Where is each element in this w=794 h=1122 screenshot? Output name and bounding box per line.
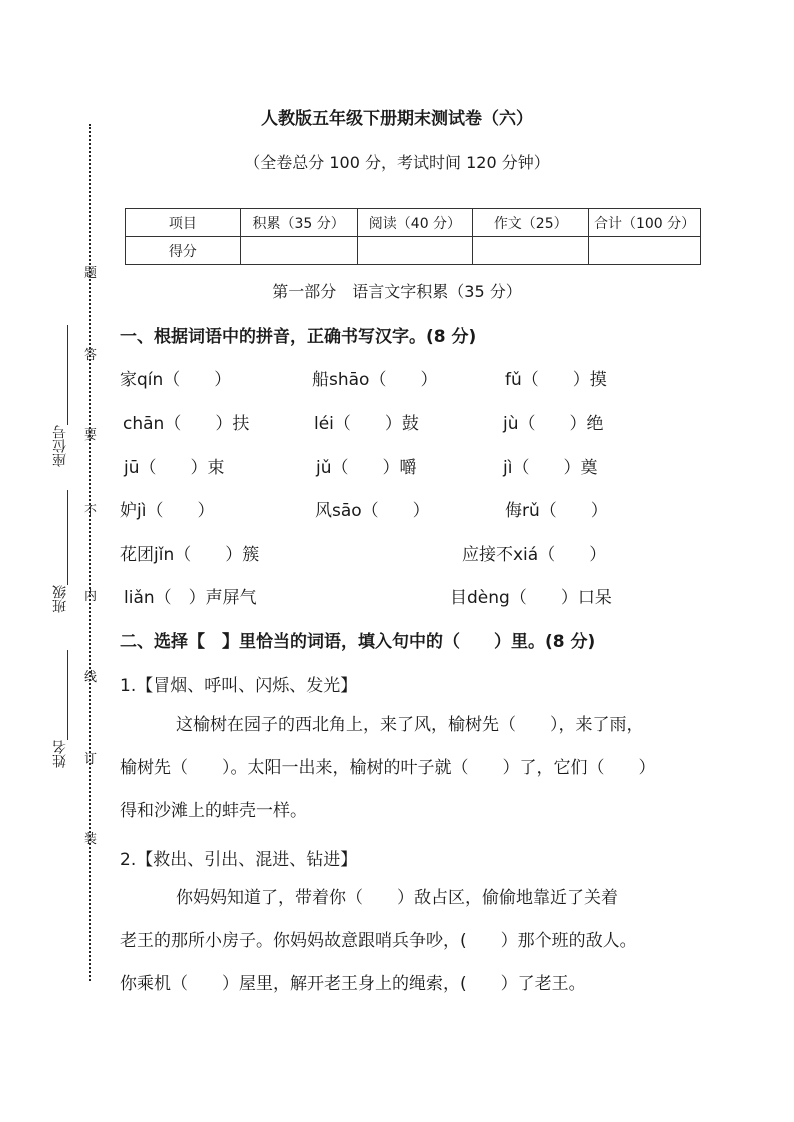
pinyin-item: jǔ（ ）嚼: [316, 458, 417, 478]
name-label: 姓名: [52, 740, 68, 768]
q1-line: 得和沙滩上的蚌壳一样。: [120, 801, 307, 821]
pinyin-item: chān（ ）扶: [123, 414, 250, 434]
q1-line: 这榆树在园子的西北角上，来了风，榆树先（ ），来了雨，: [176, 715, 644, 735]
seat-number-label: 座位号: [52, 425, 68, 467]
score-header-cell: 积累（35 分）: [240, 209, 357, 237]
pinyin-item: 应接不xiá（ ）: [462, 545, 607, 565]
binding-char: 题: [84, 266, 98, 281]
pinyin-item: liǎn（ ）声屏气: [124, 588, 257, 608]
q1-line: 榆树先（ ）。太阳一出来，榆树的叶子就（ ）了，它们（ ）: [120, 758, 656, 778]
q2-line: 你乘机（ ）屋里，解开老王身上的绳索，( ）了老王。: [120, 974, 586, 994]
q2-paragraph: [120, 877, 680, 1006]
binding-char: 装: [84, 832, 98, 847]
page-title: 人教版五年级下册期末测试卷（六）: [261, 109, 533, 129]
pinyin-item: 家qín（ ）: [120, 370, 232, 390]
seat-number-field[interactable]: [67, 325, 68, 425]
score-cell[interactable]: [589, 237, 701, 265]
class-field[interactable]: [67, 490, 68, 585]
score-cell[interactable]: [357, 237, 473, 265]
class-label: 班级: [52, 585, 68, 613]
q1-options: 1.【冒烟、呼叫、闪烁、发光】: [120, 676, 358, 696]
score-header-cell: 作文（25）: [473, 209, 589, 237]
score-table: [125, 208, 701, 265]
score-table-header-row: [126, 209, 701, 237]
pinyin-item: 船shāo（ ）: [312, 370, 438, 390]
score-table-row: [126, 237, 701, 265]
binding-char: 要: [84, 428, 98, 443]
pinyin-item: 侮rǔ（ ）: [505, 501, 608, 521]
pinyin-item: jì（ ）奠: [503, 458, 598, 478]
binding-dotted-line: [89, 124, 91, 981]
binding-char: 答: [84, 348, 98, 363]
score-header-cell: 阅读（40 分）: [357, 209, 473, 237]
q2-line: 老王的那所小房子。你妈妈故意跟哨兵争吵，( ）那个班的敌人。: [120, 931, 637, 951]
q1-paragraph: [120, 704, 680, 833]
name-field[interactable]: [67, 650, 68, 740]
section1-heading: 一、根据词语中的拼音，正确书写汉字。(8 分): [120, 327, 477, 347]
score-cell[interactable]: [240, 237, 357, 265]
score-row-label: 得分: [126, 237, 241, 265]
score-header-cell: 合计（100 分）: [589, 209, 701, 237]
pinyin-item: 妒jì（ ）: [120, 501, 215, 521]
binding-char: 内: [84, 589, 98, 604]
pinyin-item: jū（ ）束: [124, 458, 225, 478]
pinyin-item: jù（ ）绝: [503, 414, 604, 434]
q2-line: 你妈妈知道了，带着你（ ）敌占区，偷偷地靠近了关着: [176, 888, 618, 908]
section2-heading: 二、选择【 】里恰当的词语，填入句中的（ ）里。(8 分): [120, 632, 596, 652]
score-cell[interactable]: [473, 237, 589, 265]
pinyin-item: 风sāo（ ）: [315, 501, 430, 521]
binding-char: 线: [84, 670, 98, 685]
binding-char: 订: [84, 752, 98, 767]
q2-options: 2.【救出、引出、混进、钻进】: [120, 850, 358, 870]
pinyin-item: fǔ（ ）摸: [505, 370, 607, 390]
page-subtitle: （全卷总分 100 分，考试时间 120 分钟）: [244, 153, 550, 172]
pinyin-item: 花团jǐn（ ）簇: [120, 545, 260, 565]
part-title: 第一部分 语言文字积累（35 分）: [272, 282, 522, 301]
pinyin-item: léi（ ）鼓: [314, 414, 419, 434]
score-header-cell: 项目: [126, 209, 241, 237]
binding-char: 不: [84, 504, 98, 519]
pinyin-item: 目dèng（ ）口呆: [450, 588, 612, 608]
